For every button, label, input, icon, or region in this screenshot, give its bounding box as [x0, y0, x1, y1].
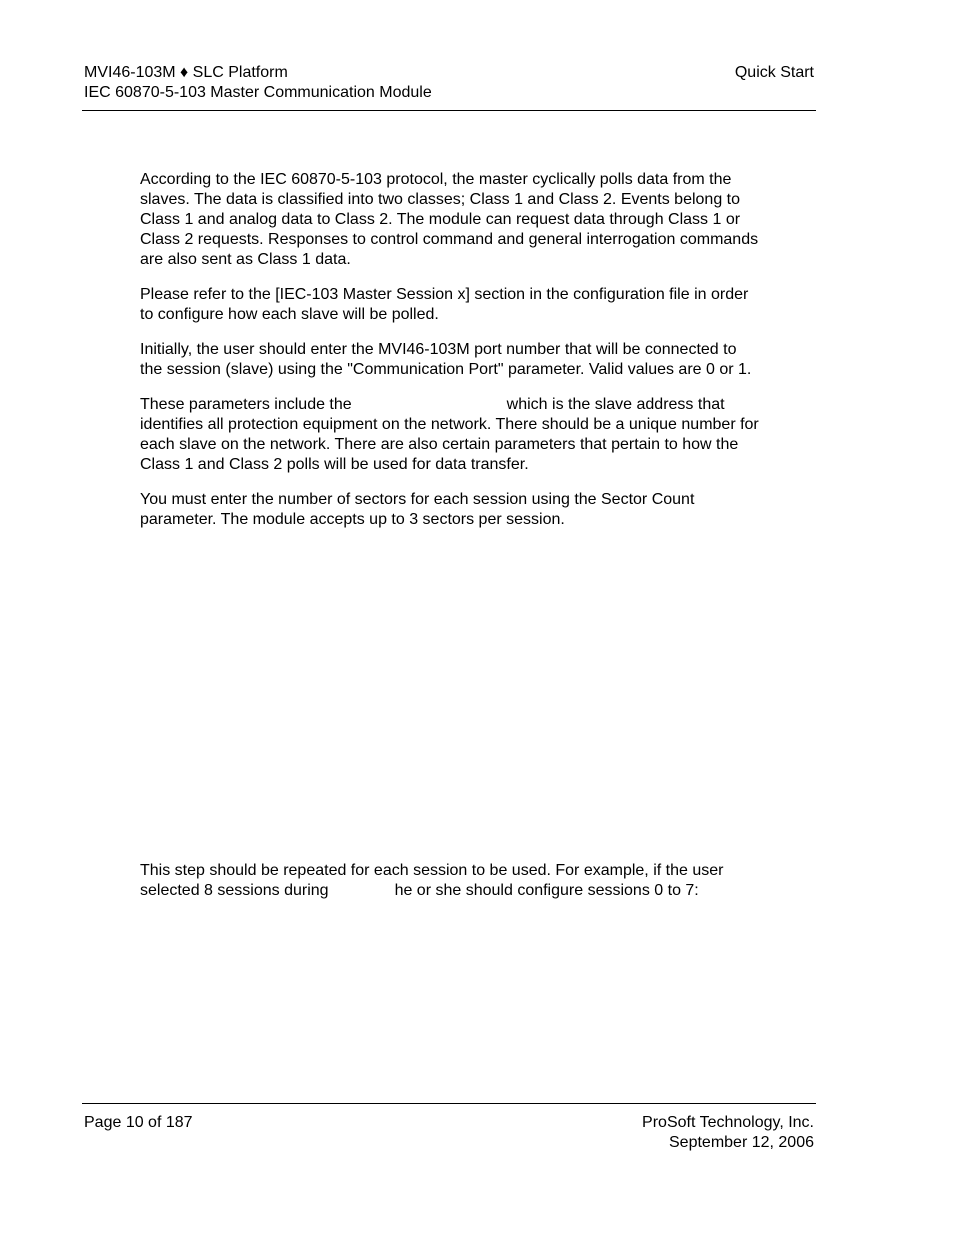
paragraph-polling: According to the IEC 60870-5-103 protocol, the master cyclically polls data from the slaves. The data is classified into two classes; Class 1 and Class 2. Events belong to Class 1 and analog data to Class 2. The module can request data through Class 1 or Class 2 requests. Responses to control command and general interrogation commands are also sent as Class 1 data. [140, 171, 759, 268]
paragraph-parameters-end: which is the slave address that identifies all protection equipment on the network. There should be a unique number for each slave on the network. There are also certain parameters that pertain to how the Class 1 and Class 2 polls will be used for data transfer. [140, 396, 759, 473]
footer-rule [82, 1103, 816, 1104]
publication-date: September 12, 2006 [669, 1134, 814, 1151]
page-header [84, 63, 432, 103]
paragraph-repeat-start: This step should be repeated for each session to be used. For example, if the user selected 8 sessions during [140, 862, 724, 899]
document-subtitle: IEC 60870-5-103 Master Communication Module [84, 84, 432, 101]
company-name: ProSoft Technology, Inc. [642, 1114, 814, 1131]
paragraph-repeat [140, 861, 760, 901]
paragraph-parameters [140, 395, 760, 475]
paragraph-comm-port: Initially, the user should enter the MVI46-103M port number that will be connected to the session (slave) using the "Communication Port" parameter. Valid values are 0 or 1. [140, 341, 752, 378]
paragraph-parameters-start: These parameters include the [140, 396, 352, 413]
paragraph-config-ref: Please refer to the [IEC-103 Master Session x] section in the configuration file in order to configure how each slave will be polled. [140, 286, 749, 323]
paragraph-repeat-end: he or she should configure sessions 0 to 7: [394, 882, 699, 899]
page-number: Page 10 of 187 [84, 1114, 193, 1131]
body-text [140, 170, 760, 545]
header-rule [82, 110, 816, 111]
page-footer-right [642, 1113, 814, 1153]
document-title: MVI46-103M ♦ SLC Platform [84, 64, 288, 81]
section-name: Quick Start [734, 64, 814, 81]
body-text-lower [140, 861, 760, 916]
paragraph-sector-count: You must enter the number of sectors for each session using the Sector Count parameter. The module accepts up to 3 sectors per session. [140, 491, 695, 528]
